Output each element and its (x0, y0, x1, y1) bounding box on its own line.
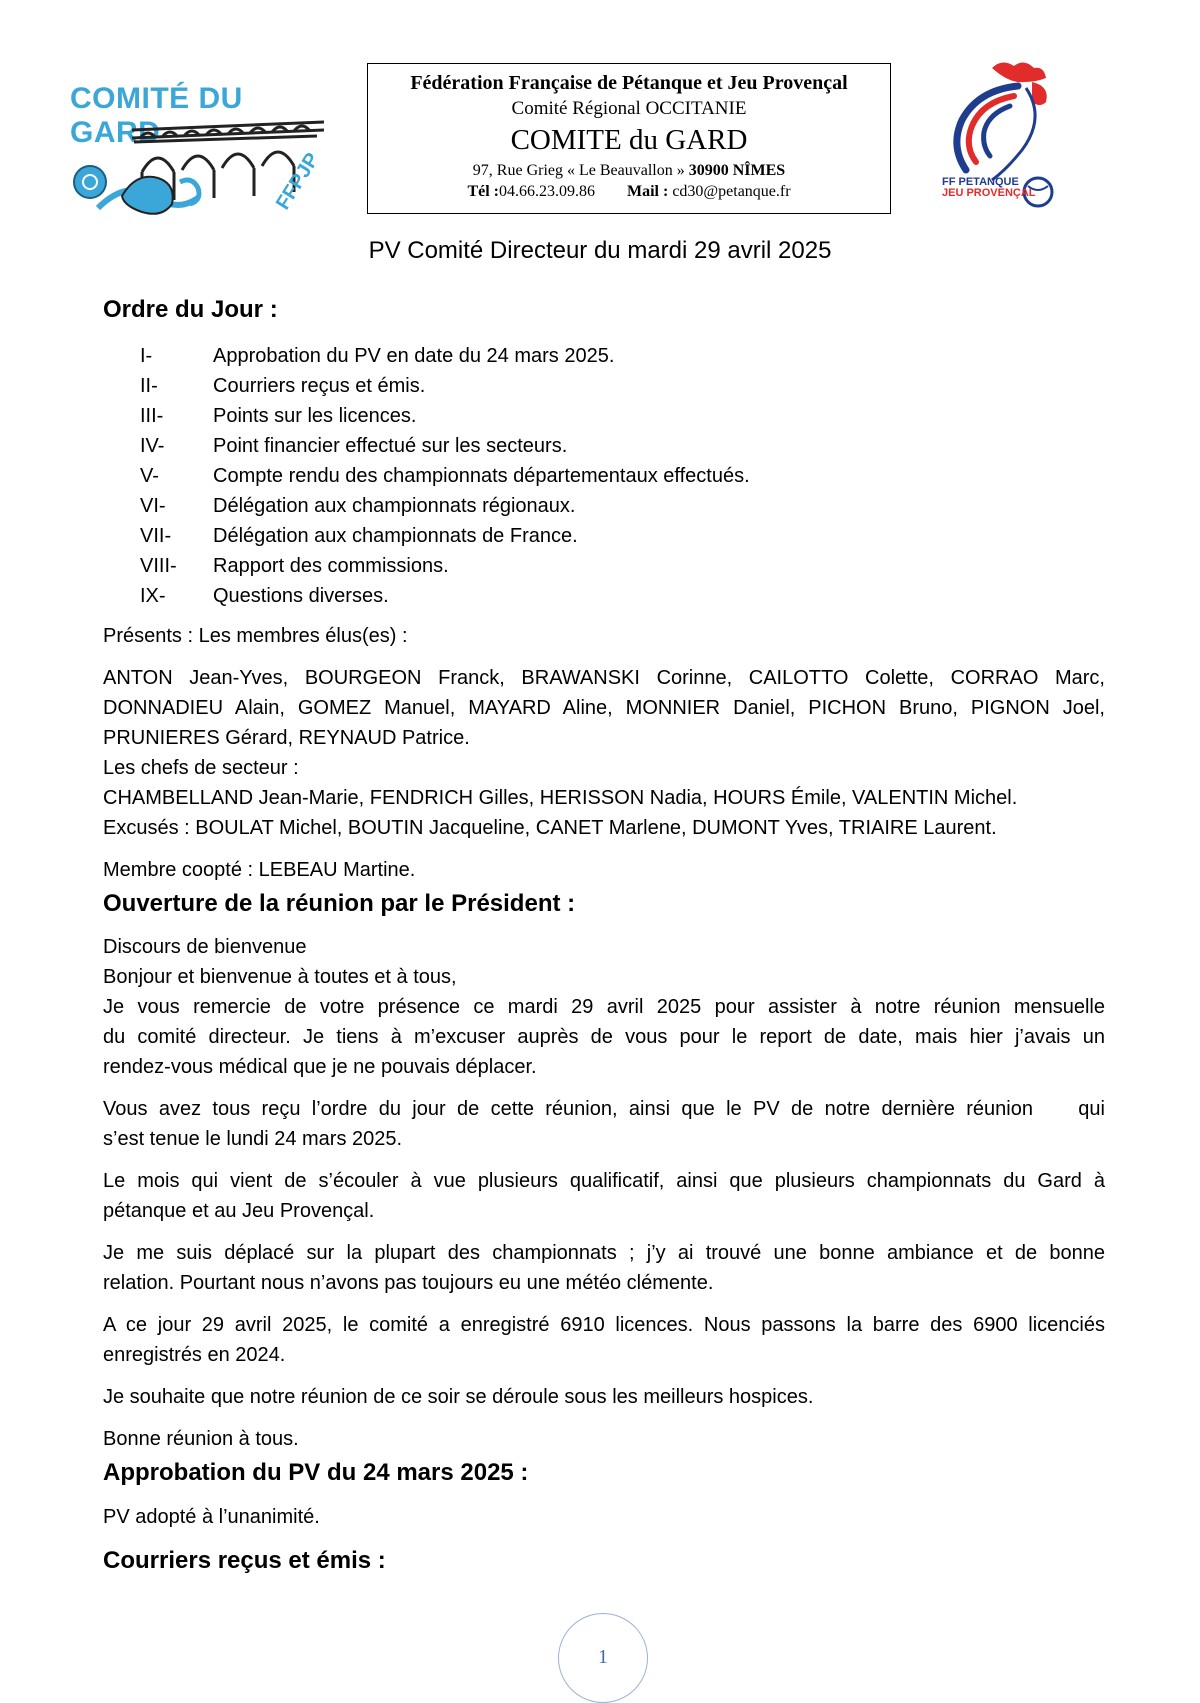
address-line (368, 162, 890, 180)
mail-value: cd30@petanque.fr (672, 183, 791, 200)
speech-line: pétanque et au Jeu Provençal. (103, 1200, 375, 1222)
agenda-number: VIII- (140, 555, 177, 577)
agenda-number: IX- (140, 585, 166, 607)
agenda-text: Questions diverses. (213, 585, 389, 607)
agenda-text: Points sur les licences. (213, 405, 417, 427)
speech-line: Bonne réunion à tous. (103, 1428, 299, 1450)
committee-name: COMITE du GARD (510, 124, 748, 156)
speech-line: A ce jour 29 avril 2025, le comité a enregistré 6910 licences. Nous passons la barre des 6900 licenciés (103, 1314, 1105, 1336)
agenda-text: Courriers reçus et émis. (213, 375, 426, 397)
document-title: PV Comité Directeur du mardi 29 avril 2025 (368, 237, 832, 264)
ff-petanque-logo (934, 60, 1084, 220)
city: 30900 NÎMES (688, 162, 786, 179)
agenda-number: IV- (140, 435, 165, 457)
agenda-text: Compte rendu des championnats départementaux effectués. (213, 465, 750, 487)
logo-title: COMITÉ DU GARD (70, 82, 243, 149)
logo-tag: FFPJP (272, 149, 324, 214)
speech-line: Vous avez tous reçu l’ordre du jour de cette réunion, ainsi que le PV de notre dernière réunion qui (103, 1098, 1105, 1120)
agenda-text: Approbation du PV en date du 24 mars 2025. (213, 345, 615, 367)
tel-value: 04.66.23.09.86 (498, 183, 595, 200)
speech-line: Discours de bienvenue (103, 936, 307, 958)
mail-heading: Courriers reçus et émis : (103, 1547, 386, 1574)
agenda-number: III- (140, 405, 164, 427)
agenda-number: V- (140, 465, 159, 487)
speech-line: Je me suis déplacé sur la plupart des championnats ; j’y ai trouvé une bonne ambiance et de bonne (103, 1242, 1105, 1264)
speech-line: enregistrés en 2024. (103, 1344, 286, 1366)
contact-line (368, 183, 890, 201)
speech-line: rendez-vous médical que je ne pouvais déplacer. (103, 1056, 537, 1078)
address: 97, Rue Grieg « Le Beauvallon » (472, 162, 685, 179)
members-line: DONNADIEU Alain, GOMEZ Manuel, MAYARD Aline, MONNIER Daniel, PICHON Bruno, PIGNON Joel, (103, 697, 1105, 719)
approval-heading: Approbation du PV du 24 mars 2025 : (103, 1459, 529, 1486)
members-line: PRUNIERES Gérard, REYNAUD Patrice. (103, 727, 470, 749)
comite-du-gard-logo (62, 82, 330, 232)
agenda-text: Délégation aux championnats de France. (213, 525, 578, 547)
agenda-number: I- (140, 345, 153, 367)
agenda-text: Délégation aux championnats régionaux. (213, 495, 576, 517)
tel-label: Tél : (467, 183, 499, 200)
federation-name: Fédération Française de Pétanque et Jeu Provençal (410, 72, 848, 94)
agenda-text: Point financier effectué sur les secteurs. (213, 435, 568, 457)
regional-committee: Comité Régional OCCITANIE (511, 98, 747, 119)
presents-label: Présents : Les membres élus(es) : (103, 625, 408, 647)
logo-line-2: JEU PROVENÇAL (942, 187, 1036, 199)
coopted-member: Membre coopté : LEBEAU Martine. (103, 859, 416, 881)
logo-line-1: FF PETANQUE (942, 176, 1019, 188)
agenda-text: Rapport des commissions. (213, 555, 449, 577)
members-line: ANTON Jean-Yves, BOURGEON Franck, BRAWANSKI Corinne, CAILOTTO Colette, CORRAO Marc, (103, 667, 1105, 689)
speech-line: Je souhaite que notre réunion de ce soir se déroule sous les meilleurs hospices. (103, 1386, 814, 1408)
speech-line: Le mois qui vient de s’écouler à vue plusieurs qualificatif, ainsi que plusieurs championnats du Gard à (103, 1170, 1105, 1192)
agenda-heading: Ordre du Jour : (103, 296, 278, 323)
speech-line: s’est tenue le lundi 24 mars 2025. (103, 1128, 403, 1150)
chefs-label: Les chefs de secteur : (103, 757, 299, 779)
agenda-number: VI- (140, 495, 166, 517)
mail-label: Mail : (626, 183, 669, 200)
excused-list: Excusés : BOULAT Michel, BOUTIN Jacqueline, CANET Marlene, DUMONT Yves, TRIAIRE Laurent. (103, 817, 997, 839)
agenda-number: VII- (140, 525, 172, 547)
approval-text: PV adopté à l’unanimité. (103, 1506, 320, 1528)
federation-header-box (367, 63, 891, 214)
opening-heading: Ouverture de la réunion par le Président : (103, 890, 576, 917)
speech-line: relation. Pourtant nous n’avons pas toujours eu une météo clémente. (103, 1272, 714, 1294)
page-number: 1 (558, 1613, 648, 1703)
agenda-number: II- (140, 375, 158, 397)
chefs-list: CHAMBELLAND Jean-Marie, FENDRICH Gilles, HERISSON Nadia, HOURS Émile, VALENTIN Michel. (103, 787, 1018, 809)
speech-line: Je vous remercie de votre présence ce mardi 29 avril 2025 pour assister à notre réunion mensuelle (103, 996, 1105, 1018)
speech-line: du comité directeur. Je tiens à m’excuser auprès de vous pour le report de date, mais hier j’avais un (103, 1026, 1105, 1048)
speech-line: Bonjour et bienvenue à toutes et à tous, (103, 966, 457, 988)
